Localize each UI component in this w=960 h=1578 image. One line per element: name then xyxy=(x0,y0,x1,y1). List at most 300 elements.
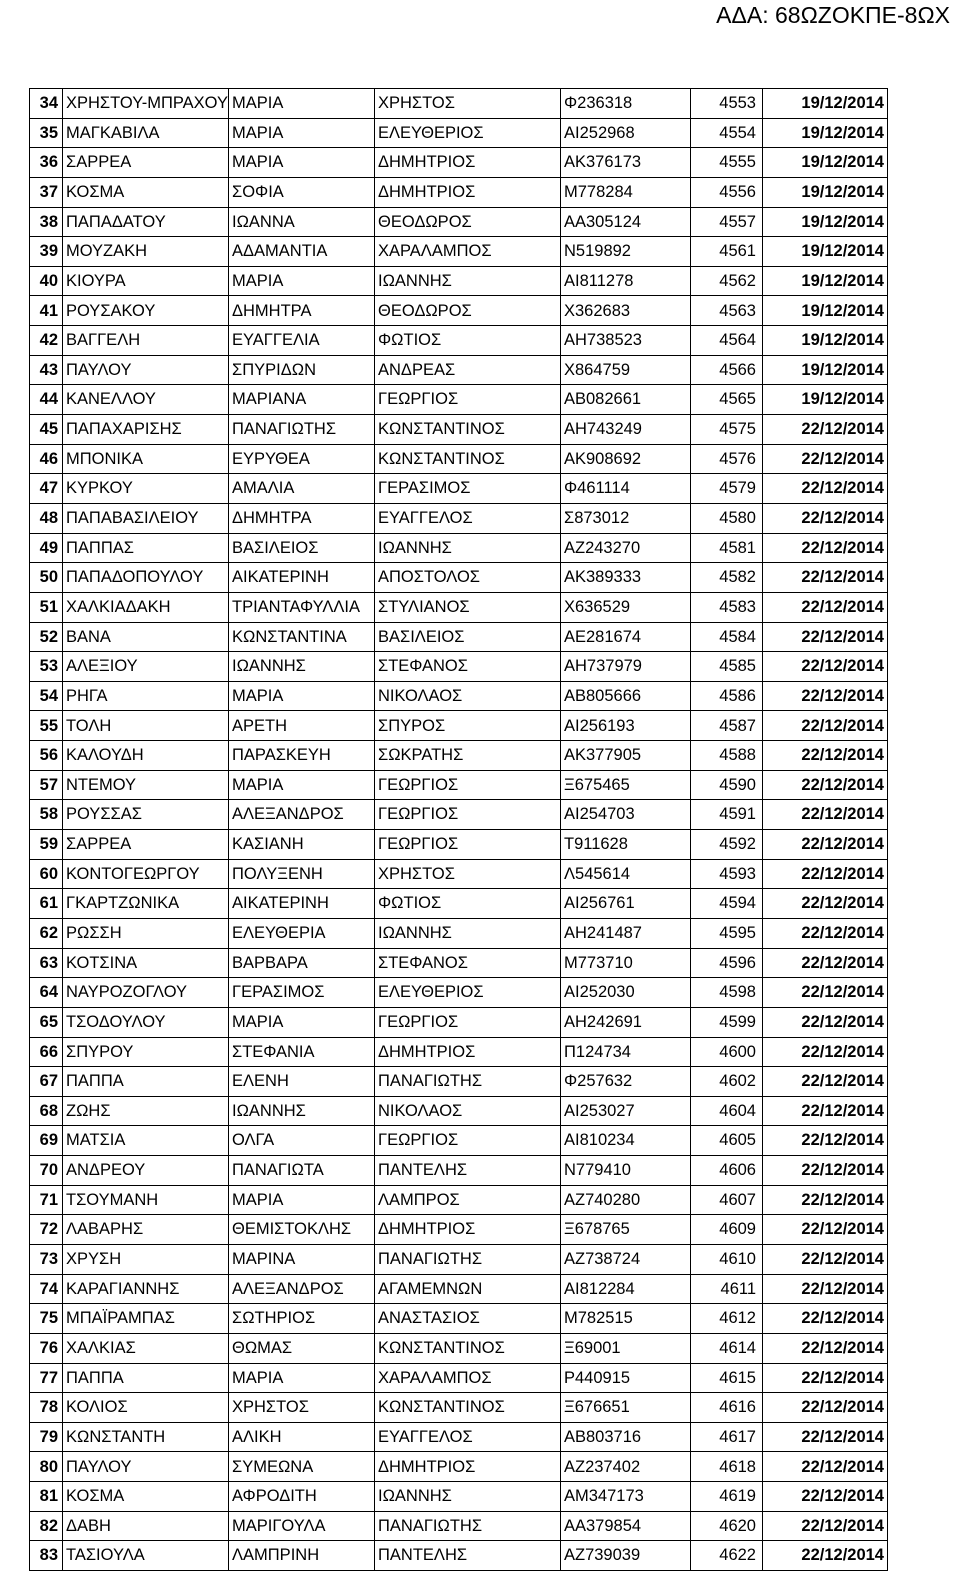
date-cell: 19/12/2014 xyxy=(763,296,888,326)
father-name-cell: ΑΠΟΣΤΟΛΟΣ xyxy=(375,563,561,593)
father-name-cell: ΧΑΡΑΛΑΜΠΟΣ xyxy=(375,1363,561,1393)
first-name-cell: ΠΑΝΑΓΙΩΤΑ xyxy=(229,1156,375,1186)
row-number-cell: 50 xyxy=(30,563,63,593)
protocol-number-cell: 4615 xyxy=(691,1363,763,1393)
first-name-cell: ΔΗΜΗΤΡΑ xyxy=(229,503,375,533)
id-number-cell: ΑΗ743249 xyxy=(561,415,691,445)
first-name-cell: ΜΑΡΙΑΝΑ xyxy=(229,385,375,415)
first-name-cell: ΜΑΡΙΑ xyxy=(229,770,375,800)
id-number-cell: Ξ69001 xyxy=(561,1333,691,1363)
first-name-cell: ΠΑΝΑΓΙΩΤΗΣ xyxy=(229,415,375,445)
id-number-cell: ΑΑ305124 xyxy=(561,207,691,237)
id-number-cell: Μ782515 xyxy=(561,1304,691,1334)
father-name-cell: ΔΗΜΗΤΡΙΟΣ xyxy=(375,1452,561,1482)
date-cell: 22/12/2014 xyxy=(763,1363,888,1393)
surname-cell: ΤΑΣΙΟΥΛΑ xyxy=(63,1541,229,1571)
date-cell: 22/12/2014 xyxy=(763,1393,888,1423)
surname-cell: ΡΩΣΣΗ xyxy=(63,918,229,948)
table-row xyxy=(30,711,888,741)
id-number-cell: ΑΖ740280 xyxy=(561,1185,691,1215)
id-number-cell: Ξ678765 xyxy=(561,1215,691,1245)
first-name-cell: ΣΟΦΙΑ xyxy=(229,177,375,207)
date-cell: 22/12/2014 xyxy=(763,770,888,800)
id-number-cell: Φ257632 xyxy=(561,1067,691,1097)
date-cell: 19/12/2014 xyxy=(763,355,888,385)
surname-cell: ΠΑΠΑΒΑΣΙΛΕΙΟΥ xyxy=(63,503,229,533)
row-number-cell: 34 xyxy=(30,89,63,119)
row-number-cell: 54 xyxy=(30,681,63,711)
father-name-cell: ΚΩΝΣΤΑΝΤΙΝΟΣ xyxy=(375,1333,561,1363)
father-name-cell: ΕΛΕΥΘΕΡΙΟΣ xyxy=(375,978,561,1008)
protocol-number-cell: 4619 xyxy=(691,1482,763,1512)
father-name-cell: ΙΩΑΝΝΗΣ xyxy=(375,533,561,563)
surname-cell: ΜΠΑΪΡΑΜΠΑΣ xyxy=(63,1304,229,1334)
row-number-cell: 47 xyxy=(30,474,63,504)
date-cell: 19/12/2014 xyxy=(763,118,888,148)
date-cell: 22/12/2014 xyxy=(763,859,888,889)
id-number-cell: Φ461114 xyxy=(561,474,691,504)
protocol-number-cell: 4610 xyxy=(691,1244,763,1274)
id-number-cell: ΑΑ379854 xyxy=(561,1511,691,1541)
surname-cell: ΒΑΓΓΕΛΗ xyxy=(63,326,229,356)
id-number-cell: ΑΙ252968 xyxy=(561,118,691,148)
date-cell: 22/12/2014 xyxy=(763,652,888,682)
father-name-cell: ΠΑΝΑΓΙΩΤΗΣ xyxy=(375,1511,561,1541)
id-number-cell: Ν519892 xyxy=(561,237,691,267)
row-number-cell: 55 xyxy=(30,711,63,741)
surname-cell: ΚΥΡΚΟΥ xyxy=(63,474,229,504)
first-name-cell: ΜΑΡΙΓΟΥΛΑ xyxy=(229,1511,375,1541)
date-cell: 22/12/2014 xyxy=(763,830,888,860)
protocol-number-cell: 4565 xyxy=(691,385,763,415)
father-name-cell: ΑΝΔΡΕΑΣ xyxy=(375,355,561,385)
first-name-cell: ΛΑΜΠΡΙΝΗ xyxy=(229,1541,375,1571)
father-name-cell: ΙΩΑΝΝΗΣ xyxy=(375,1482,561,1512)
protocol-number-cell: 4614 xyxy=(691,1333,763,1363)
table-row xyxy=(30,533,888,563)
protocol-number-cell: 4596 xyxy=(691,948,763,978)
records-table xyxy=(29,88,888,1571)
table-row xyxy=(30,1215,888,1245)
first-name-cell: ΑΦΡΟΔΙΤΗ xyxy=(229,1482,375,1512)
id-number-cell: ΑΕ281674 xyxy=(561,622,691,652)
row-number-cell: 46 xyxy=(30,444,63,474)
protocol-number-cell: 4585 xyxy=(691,652,763,682)
father-name-cell: ΓΕΩΡΓΙΟΣ xyxy=(375,1126,561,1156)
father-name-cell: ΙΩΑΝΝΗΣ xyxy=(375,266,561,296)
surname-cell: ΜΠΟΝΙΚΑ xyxy=(63,444,229,474)
first-name-cell: ΠΑΡΑΣΚΕΥΗ xyxy=(229,741,375,771)
father-name-cell: ΑΓΑΜΕΜΝΩΝ xyxy=(375,1274,561,1304)
protocol-number-cell: 4579 xyxy=(691,474,763,504)
first-name-cell: ΚΩΝΣΤΑΝΤΙΝΑ xyxy=(229,622,375,652)
table-row xyxy=(30,681,888,711)
surname-cell: ΚΟΛΙΟΣ xyxy=(63,1393,229,1423)
father-name-cell: ΝΙΚΟΛΑΟΣ xyxy=(375,681,561,711)
protocol-number-cell: 4581 xyxy=(691,533,763,563)
first-name-cell: ΣΤΕΦΑΝΙΑ xyxy=(229,1037,375,1067)
surname-cell: ΚΑΛΟΥΔΗ xyxy=(63,741,229,771)
protocol-number-cell: 4588 xyxy=(691,741,763,771)
id-number-cell: Χ362683 xyxy=(561,296,691,326)
row-number-cell: 82 xyxy=(30,1511,63,1541)
id-number-cell: ΑΒ082661 xyxy=(561,385,691,415)
protocol-number-cell: 4562 xyxy=(691,266,763,296)
date-cell: 22/12/2014 xyxy=(763,503,888,533)
table-row xyxy=(30,1244,888,1274)
surname-cell: ΛΑΒΑΡΗΣ xyxy=(63,1215,229,1245)
date-cell: 22/12/2014 xyxy=(763,1452,888,1482)
protocol-number-cell: 4599 xyxy=(691,1007,763,1037)
protocol-number-cell: 4586 xyxy=(691,681,763,711)
table-row xyxy=(30,830,888,860)
table-row xyxy=(30,503,888,533)
table-row xyxy=(30,918,888,948)
father-name-cell: ΧΑΡΑΛΑΜΠΟΣ xyxy=(375,237,561,267)
date-cell: 22/12/2014 xyxy=(763,415,888,445)
father-name-cell: ΦΩΤΙΟΣ xyxy=(375,326,561,356)
protocol-number-cell: 4594 xyxy=(691,889,763,919)
surname-cell: ΧΑΛΚΙΑΣ xyxy=(63,1333,229,1363)
id-number-cell: ΑΗ738523 xyxy=(561,326,691,356)
date-cell: 22/12/2014 xyxy=(763,1037,888,1067)
row-number-cell: 35 xyxy=(30,118,63,148)
table-row xyxy=(30,1037,888,1067)
table-row xyxy=(30,1067,888,1097)
table-row xyxy=(30,652,888,682)
father-name-cell: ΛΑΜΠΡΟΣ xyxy=(375,1185,561,1215)
table-row xyxy=(30,266,888,296)
date-cell: 22/12/2014 xyxy=(763,474,888,504)
row-number-cell: 40 xyxy=(30,266,63,296)
table-row xyxy=(30,118,888,148)
father-name-cell: ΕΥΑΓΓΕΛΟΣ xyxy=(375,503,561,533)
first-name-cell: ΕΛΕΥΘΕΡΙΑ xyxy=(229,918,375,948)
row-number-cell: 36 xyxy=(30,148,63,178)
id-number-cell: ΑΗ242691 xyxy=(561,1007,691,1037)
first-name-cell: ΟΛΓΑ xyxy=(229,1126,375,1156)
surname-cell: ΧΡΗΣΤΟΥ-ΜΠΡΑΧΟΥ xyxy=(63,89,229,119)
first-name-cell: ΣΩΤΗΡΙΟΣ xyxy=(229,1304,375,1334)
father-name-cell: ΓΕΩΡΓΙΟΣ xyxy=(375,770,561,800)
id-number-cell: ΑΙ254703 xyxy=(561,800,691,830)
date-cell: 22/12/2014 xyxy=(763,1482,888,1512)
row-number-cell: 67 xyxy=(30,1067,63,1097)
table-row xyxy=(30,859,888,889)
table-row xyxy=(30,800,888,830)
id-number-cell: ΑΙ252030 xyxy=(561,978,691,1008)
row-number-cell: 42 xyxy=(30,326,63,356)
table-row xyxy=(30,296,888,326)
id-number-cell: ΑΙ256761 xyxy=(561,889,691,919)
first-name-cell: ΕΥΡΥΘΕΑ xyxy=(229,444,375,474)
surname-cell: ΠΑΠΠΑ xyxy=(63,1067,229,1097)
date-cell: 22/12/2014 xyxy=(763,1511,888,1541)
surname-cell: ΖΩΗΣ xyxy=(63,1096,229,1126)
father-name-cell: ΠΑΝΤΕΛΗΣ xyxy=(375,1541,561,1571)
surname-cell: ΤΣΟΔΟΥΛΟΥ xyxy=(63,1007,229,1037)
surname-cell: ΣΑΡΡΕΑ xyxy=(63,830,229,860)
date-cell: 19/12/2014 xyxy=(763,89,888,119)
row-number-cell: 44 xyxy=(30,385,63,415)
protocol-number-cell: 4555 xyxy=(691,148,763,178)
first-name-cell: ΧΡΗΣΤΟΣ xyxy=(229,1393,375,1423)
protocol-number-cell: 4592 xyxy=(691,830,763,860)
first-name-cell: ΓΕΡΑΣΙΜΟΣ xyxy=(229,978,375,1008)
id-number-cell: Λ545614 xyxy=(561,859,691,889)
protocol-number-cell: 4602 xyxy=(691,1067,763,1097)
father-name-cell: ΑΝΑΣΤΑΣΙΟΣ xyxy=(375,1304,561,1334)
table-row xyxy=(30,770,888,800)
father-name-cell: ΓΕΩΡΓΙΟΣ xyxy=(375,1007,561,1037)
protocol-number-cell: 4584 xyxy=(691,622,763,652)
first-name-cell: ΠΟΛΥΞΕΝΗ xyxy=(229,859,375,889)
date-cell: 22/12/2014 xyxy=(763,681,888,711)
surname-cell: ΚΑΡΑΓΙΑΝΝΗΣ xyxy=(63,1274,229,1304)
protocol-number-cell: 4622 xyxy=(691,1541,763,1571)
table-row xyxy=(30,1126,888,1156)
row-number-cell: 51 xyxy=(30,592,63,622)
id-number-cell: ΑΚ376173 xyxy=(561,148,691,178)
father-name-cell: ΕΥΑΓΓΕΛΟΣ xyxy=(375,1422,561,1452)
surname-cell: ΣΠΥΡΟΥ xyxy=(63,1037,229,1067)
protocol-number-cell: 4612 xyxy=(691,1304,763,1334)
father-name-cell: ΙΩΑΝΝΗΣ xyxy=(375,918,561,948)
protocol-number-cell: 4595 xyxy=(691,918,763,948)
first-name-cell: ΑΙΚΑΤΕΡΙΝΗ xyxy=(229,889,375,919)
table-row xyxy=(30,1333,888,1363)
surname-cell: ΡΟΥΣΑΚΟΥ xyxy=(63,296,229,326)
father-name-cell: ΠΑΝΑΓΙΩΤΗΣ xyxy=(375,1067,561,1097)
date-cell: 22/12/2014 xyxy=(763,1274,888,1304)
father-name-cell: ΚΩΝΣΤΑΝΤΙΝΟΣ xyxy=(375,444,561,474)
protocol-number-cell: 4582 xyxy=(691,563,763,593)
first-name-cell: ΑΡΕΤΗ xyxy=(229,711,375,741)
protocol-number-cell: 4566 xyxy=(691,355,763,385)
id-number-cell: ΑΗ737979 xyxy=(561,652,691,682)
protocol-number-cell: 4607 xyxy=(691,1185,763,1215)
id-number-cell: Σ873012 xyxy=(561,503,691,533)
row-number-cell: 66 xyxy=(30,1037,63,1067)
row-number-cell: 65 xyxy=(30,1007,63,1037)
first-name-cell: ΜΑΡΙΑ xyxy=(229,681,375,711)
protocol-number-cell: 4564 xyxy=(691,326,763,356)
row-number-cell: 70 xyxy=(30,1156,63,1186)
surname-cell: ΚΟΣΜΑ xyxy=(63,1482,229,1512)
protocol-number-cell: 4606 xyxy=(691,1156,763,1186)
father-name-cell: ΣΠΥΡΟΣ xyxy=(375,711,561,741)
surname-cell: ΧΡΥΣΗ xyxy=(63,1244,229,1274)
first-name-cell: ΘΕΜΙΣΤΟΚΛΗΣ xyxy=(229,1215,375,1245)
first-name-cell: ΑΛΕΞΑΝΔΡΟΣ xyxy=(229,1274,375,1304)
row-number-cell: 75 xyxy=(30,1304,63,1334)
protocol-number-cell: 4587 xyxy=(691,711,763,741)
table-row xyxy=(30,1156,888,1186)
surname-cell: ΝΑΥΡΟΖΟΓΛΟΥ xyxy=(63,978,229,1008)
id-number-cell: Μ778284 xyxy=(561,177,691,207)
surname-cell: ΚΑΝΕΛΛΟΥ xyxy=(63,385,229,415)
id-number-cell: ΑΚ908692 xyxy=(561,444,691,474)
id-number-cell: ΑΖ237402 xyxy=(561,1452,691,1482)
surname-cell: ΝΤΕΜΟΥ xyxy=(63,770,229,800)
father-name-cell: ΦΩΤΙΟΣ xyxy=(375,889,561,919)
date-cell: 22/12/2014 xyxy=(763,1007,888,1037)
protocol-number-cell: 4605 xyxy=(691,1126,763,1156)
surname-cell: ΚΟΝΤΟΓΕΩΡΓΟΥ xyxy=(63,859,229,889)
row-number-cell: 53 xyxy=(30,652,63,682)
id-number-cell: ΑΙ812284 xyxy=(561,1274,691,1304)
row-number-cell: 80 xyxy=(30,1452,63,1482)
date-cell: 22/12/2014 xyxy=(763,1126,888,1156)
id-number-cell: ΑΜ347173 xyxy=(561,1482,691,1512)
first-name-cell: ΑΛΕΞΑΝΔΡΟΣ xyxy=(229,800,375,830)
father-name-cell: ΔΗΜΗΤΡΙΟΣ xyxy=(375,1215,561,1245)
first-name-cell: ΜΑΡΙΑ xyxy=(229,266,375,296)
date-cell: 22/12/2014 xyxy=(763,1244,888,1274)
id-number-cell: Τ911628 xyxy=(561,830,691,860)
row-number-cell: 60 xyxy=(30,859,63,889)
father-name-cell: ΠΑΝΤΕΛΗΣ xyxy=(375,1156,561,1186)
id-number-cell: ΑΖ243270 xyxy=(561,533,691,563)
id-number-cell: ΑΙ810234 xyxy=(561,1126,691,1156)
first-name-cell: ΘΩΜΑΣ xyxy=(229,1333,375,1363)
row-number-cell: 62 xyxy=(30,918,63,948)
first-name-cell: ΜΑΡΙΑ xyxy=(229,118,375,148)
row-number-cell: 38 xyxy=(30,207,63,237)
father-name-cell: ΠΑΝΑΓΙΩΤΗΣ xyxy=(375,1244,561,1274)
table-row xyxy=(30,563,888,593)
father-name-cell: ΔΗΜΗΤΡΙΟΣ xyxy=(375,177,561,207)
protocol-number-cell: 4563 xyxy=(691,296,763,326)
ada-header: ΑΔΑ: 68ΩΖΟΚΠΕ-8ΩΧ xyxy=(716,2,950,28)
surname-cell: ΧΑΛΚΙΑΔΑΚΗ xyxy=(63,592,229,622)
id-number-cell: ΑΙ256193 xyxy=(561,711,691,741)
id-number-cell: ΑΚ389333 xyxy=(561,563,691,593)
first-name-cell: ΣΥΜΕΩΝΑ xyxy=(229,1452,375,1482)
protocol-number-cell: 4590 xyxy=(691,770,763,800)
id-number-cell: Χ636529 xyxy=(561,592,691,622)
first-name-cell: ΑΔΑΜΑΝΤΙΑ xyxy=(229,237,375,267)
first-name-cell: ΑΙΚΑΤΕΡΙΝΗ xyxy=(229,563,375,593)
row-number-cell: 77 xyxy=(30,1363,63,1393)
date-cell: 22/12/2014 xyxy=(763,918,888,948)
row-number-cell: 64 xyxy=(30,978,63,1008)
date-cell: 22/12/2014 xyxy=(763,1333,888,1363)
protocol-number-cell: 4556 xyxy=(691,177,763,207)
date-cell: 22/12/2014 xyxy=(763,1304,888,1334)
father-name-cell: ΓΕΩΡΓΙΟΣ xyxy=(375,800,561,830)
first-name-cell: ΣΠΥΡΙΔΩΝ xyxy=(229,355,375,385)
date-cell: 19/12/2014 xyxy=(763,266,888,296)
first-name-cell: ΜΑΡΙΑ xyxy=(229,148,375,178)
table-row xyxy=(30,177,888,207)
protocol-number-cell: 4600 xyxy=(691,1037,763,1067)
table-row xyxy=(30,1422,888,1452)
protocol-number-cell: 4604 xyxy=(691,1096,763,1126)
table-row xyxy=(30,889,888,919)
id-number-cell: ΑΙ253027 xyxy=(561,1096,691,1126)
father-name-cell: ΒΑΣΙΛΕΙΟΣ xyxy=(375,622,561,652)
date-cell: 19/12/2014 xyxy=(763,177,888,207)
table-row xyxy=(30,385,888,415)
date-cell: 19/12/2014 xyxy=(763,237,888,267)
first-name-cell: ΒΑΣΙΛΕΙΟΣ xyxy=(229,533,375,563)
date-cell: 22/12/2014 xyxy=(763,741,888,771)
date-cell: 22/12/2014 xyxy=(763,1096,888,1126)
table-row xyxy=(30,1304,888,1334)
date-cell: 22/12/2014 xyxy=(763,711,888,741)
table-row xyxy=(30,592,888,622)
father-name-cell: ΓΕΩΡΓΙΟΣ xyxy=(375,830,561,860)
father-name-cell: ΝΙΚΟΛΑΟΣ xyxy=(375,1096,561,1126)
surname-cell: ΠΑΥΛΟΥ xyxy=(63,1452,229,1482)
id-number-cell: ΑΒ805666 xyxy=(561,681,691,711)
father-name-cell: ΣΩΚΡΑΤΗΣ xyxy=(375,741,561,771)
date-cell: 19/12/2014 xyxy=(763,207,888,237)
first-name-cell: ΙΩΑΝΝΑ xyxy=(229,207,375,237)
surname-cell: ΚΙΟΥΡΑ xyxy=(63,266,229,296)
father-name-cell: ΓΕΩΡΓΙΟΣ xyxy=(375,385,561,415)
table-row xyxy=(30,474,888,504)
table-row xyxy=(30,1363,888,1393)
id-number-cell: Ξ675465 xyxy=(561,770,691,800)
id-number-cell: ΑΖ738724 xyxy=(561,1244,691,1274)
surname-cell: ΠΑΠΑΔΟΠΟΥΛΟΥ xyxy=(63,563,229,593)
date-cell: 19/12/2014 xyxy=(763,385,888,415)
first-name-cell: ΑΛΙΚΗ xyxy=(229,1422,375,1452)
row-number-cell: 39 xyxy=(30,237,63,267)
row-number-cell: 78 xyxy=(30,1393,63,1423)
table-row xyxy=(30,326,888,356)
father-name-cell: ΣΤΕΦΑΝΟΣ xyxy=(375,652,561,682)
surname-cell: ΤΣΟΥΜΑΝΗ xyxy=(63,1185,229,1215)
surname-cell: ΠΑΥΛΟΥ xyxy=(63,355,229,385)
row-number-cell: 73 xyxy=(30,1244,63,1274)
id-number-cell: ΑΚ377905 xyxy=(561,741,691,771)
protocol-number-cell: 4598 xyxy=(691,978,763,1008)
first-name-cell: ΙΩΑΝΝΗΣ xyxy=(229,652,375,682)
date-cell: 22/12/2014 xyxy=(763,622,888,652)
first-name-cell: ΕΛΕΝΗ xyxy=(229,1067,375,1097)
first-name-cell: ΤΡΙΑΝΤΑΦΥΛΛΙΑ xyxy=(229,592,375,622)
row-number-cell: 56 xyxy=(30,741,63,771)
row-number-cell: 57 xyxy=(30,770,63,800)
father-name-cell: ΓΕΡΑΣΙΜΟΣ xyxy=(375,474,561,504)
date-cell: 19/12/2014 xyxy=(763,326,888,356)
table-row xyxy=(30,237,888,267)
row-number-cell: 48 xyxy=(30,503,63,533)
date-cell: 22/12/2014 xyxy=(763,978,888,1008)
protocol-number-cell: 4554 xyxy=(691,118,763,148)
father-name-cell: ΕΛΕΥΘΕΡΙΟΣ xyxy=(375,118,561,148)
surname-cell: ΚΟΤΣΙΝΑ xyxy=(63,948,229,978)
date-cell: 22/12/2014 xyxy=(763,889,888,919)
records-table-body xyxy=(30,89,888,1571)
date-cell: 22/12/2014 xyxy=(763,533,888,563)
table-row xyxy=(30,1274,888,1304)
date-cell: 22/12/2014 xyxy=(763,1541,888,1571)
protocol-number-cell: 4593 xyxy=(691,859,763,889)
table-row xyxy=(30,1511,888,1541)
father-name-cell: ΣΤΕΦΑΝΟΣ xyxy=(375,948,561,978)
table-row xyxy=(30,741,888,771)
date-cell: 22/12/2014 xyxy=(763,800,888,830)
table-row xyxy=(30,1541,888,1571)
id-number-cell: ΑΙ811278 xyxy=(561,266,691,296)
father-name-cell: ΧΡΗΣΤΟΣ xyxy=(375,89,561,119)
row-number-cell: 79 xyxy=(30,1422,63,1452)
row-number-cell: 74 xyxy=(30,1274,63,1304)
